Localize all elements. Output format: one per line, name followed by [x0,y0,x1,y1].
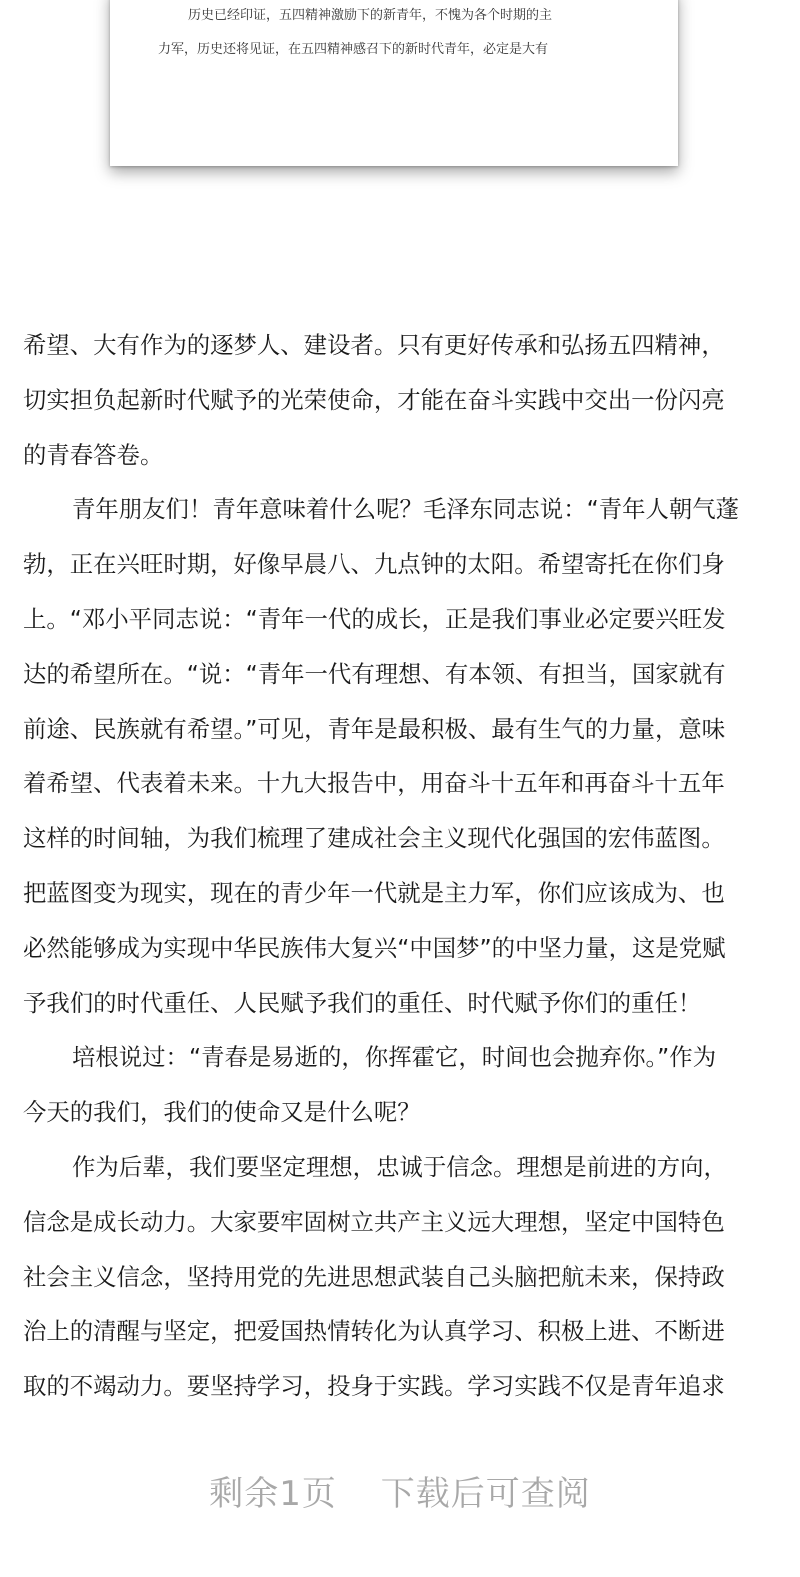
body-line: 的青春答卷。 [23,440,164,469]
body-line: 信念是成长动力。大家要牢固树立共产主义远大理想，坚定中国特色 [23,1207,725,1236]
body-line: 作为后辈，我们要坚定理想，忠诚于信念。理想是前进的方向， [72,1152,727,1181]
body-line: 希望、大有作为的逐梦人、建设者。只有更好传承和弘扬五四精神， [23,331,725,359]
body-line: 必然能够成为实现中华民族伟大复兴“中国梦”的中坚力量，这是党赋 [23,933,726,962]
body-line: 切实担负起新时代赋予的光荣使命，才能在奋斗实践中交出一份闪亮 [23,385,725,414]
body-line: 上。“邓小平同志说：“青年一代的成长，正是我们事业必定要兴旺发 [23,604,726,633]
preview-line-2: 力军，历史还将见证，在五四精神感召下的新时代青年，必定是大有 [158,42,549,57]
body-line: 今天的我们，我们的使命又是什么呢？ [23,1098,421,1127]
body-line: 社会主义信念，坚持用党的先进思想武装自己头脑把航未来，保持政 [23,1262,725,1291]
body-line: 勃，正在兴旺时期，好像早晨八、九点钟的太阳。希望寄托在你们身 [23,550,725,579]
body-line: 这样的时间轴，为我们梳理了建成社会主义现代化强国的宏伟蓝图。 [23,824,725,853]
body-line: 前途、民族就有希望。”可见，青年是最积极、最有生气的力量，意味 [23,714,726,743]
body-line: 青年朋友们！青年意味着什么呢？毛泽东同志说：“青年人朝气蓬 [72,495,740,524]
preview-line-1: 历史已经印证，五四精神激励下的新青年，不愧为各个时期的主 [188,8,553,23]
download-to-read-more[interactable] [0,1466,800,1515]
body-line: 把蓝图变为现实，现在的青少年一代就是主力军，你们应该成为、也 [23,878,725,907]
document-body [23,318,777,1414]
body-line: 取的不竭动力。要坚持学习，投身于实践。学习实践不仅是青年追求 [23,1372,725,1401]
body-line: 着希望、代表着未来。十九大报告中，用奋斗十五年和再奋斗十五年 [23,769,725,798]
download-cta-label: 下载后可查阅 [380,1474,591,1514]
remaining-pages-label: 剩余1页 [209,1474,337,1514]
body-line: 达的希望所在。“说：“青年一代有理想、有本领、有担当，国家就有 [23,659,726,688]
body-line: 予我们的时代重任、人民赋予我们的重任、时代赋予你们的重任！ [23,988,702,1017]
body-line: 培根说过：“青春是易逝的，你挥霍它，时间也会抛弃你。”作为 [72,1043,717,1072]
preview-card [110,0,678,166]
body-line: 治上的清醒与坚定，把爱国热情转化为认真学习、积极上进、不断进 [23,1317,725,1346]
